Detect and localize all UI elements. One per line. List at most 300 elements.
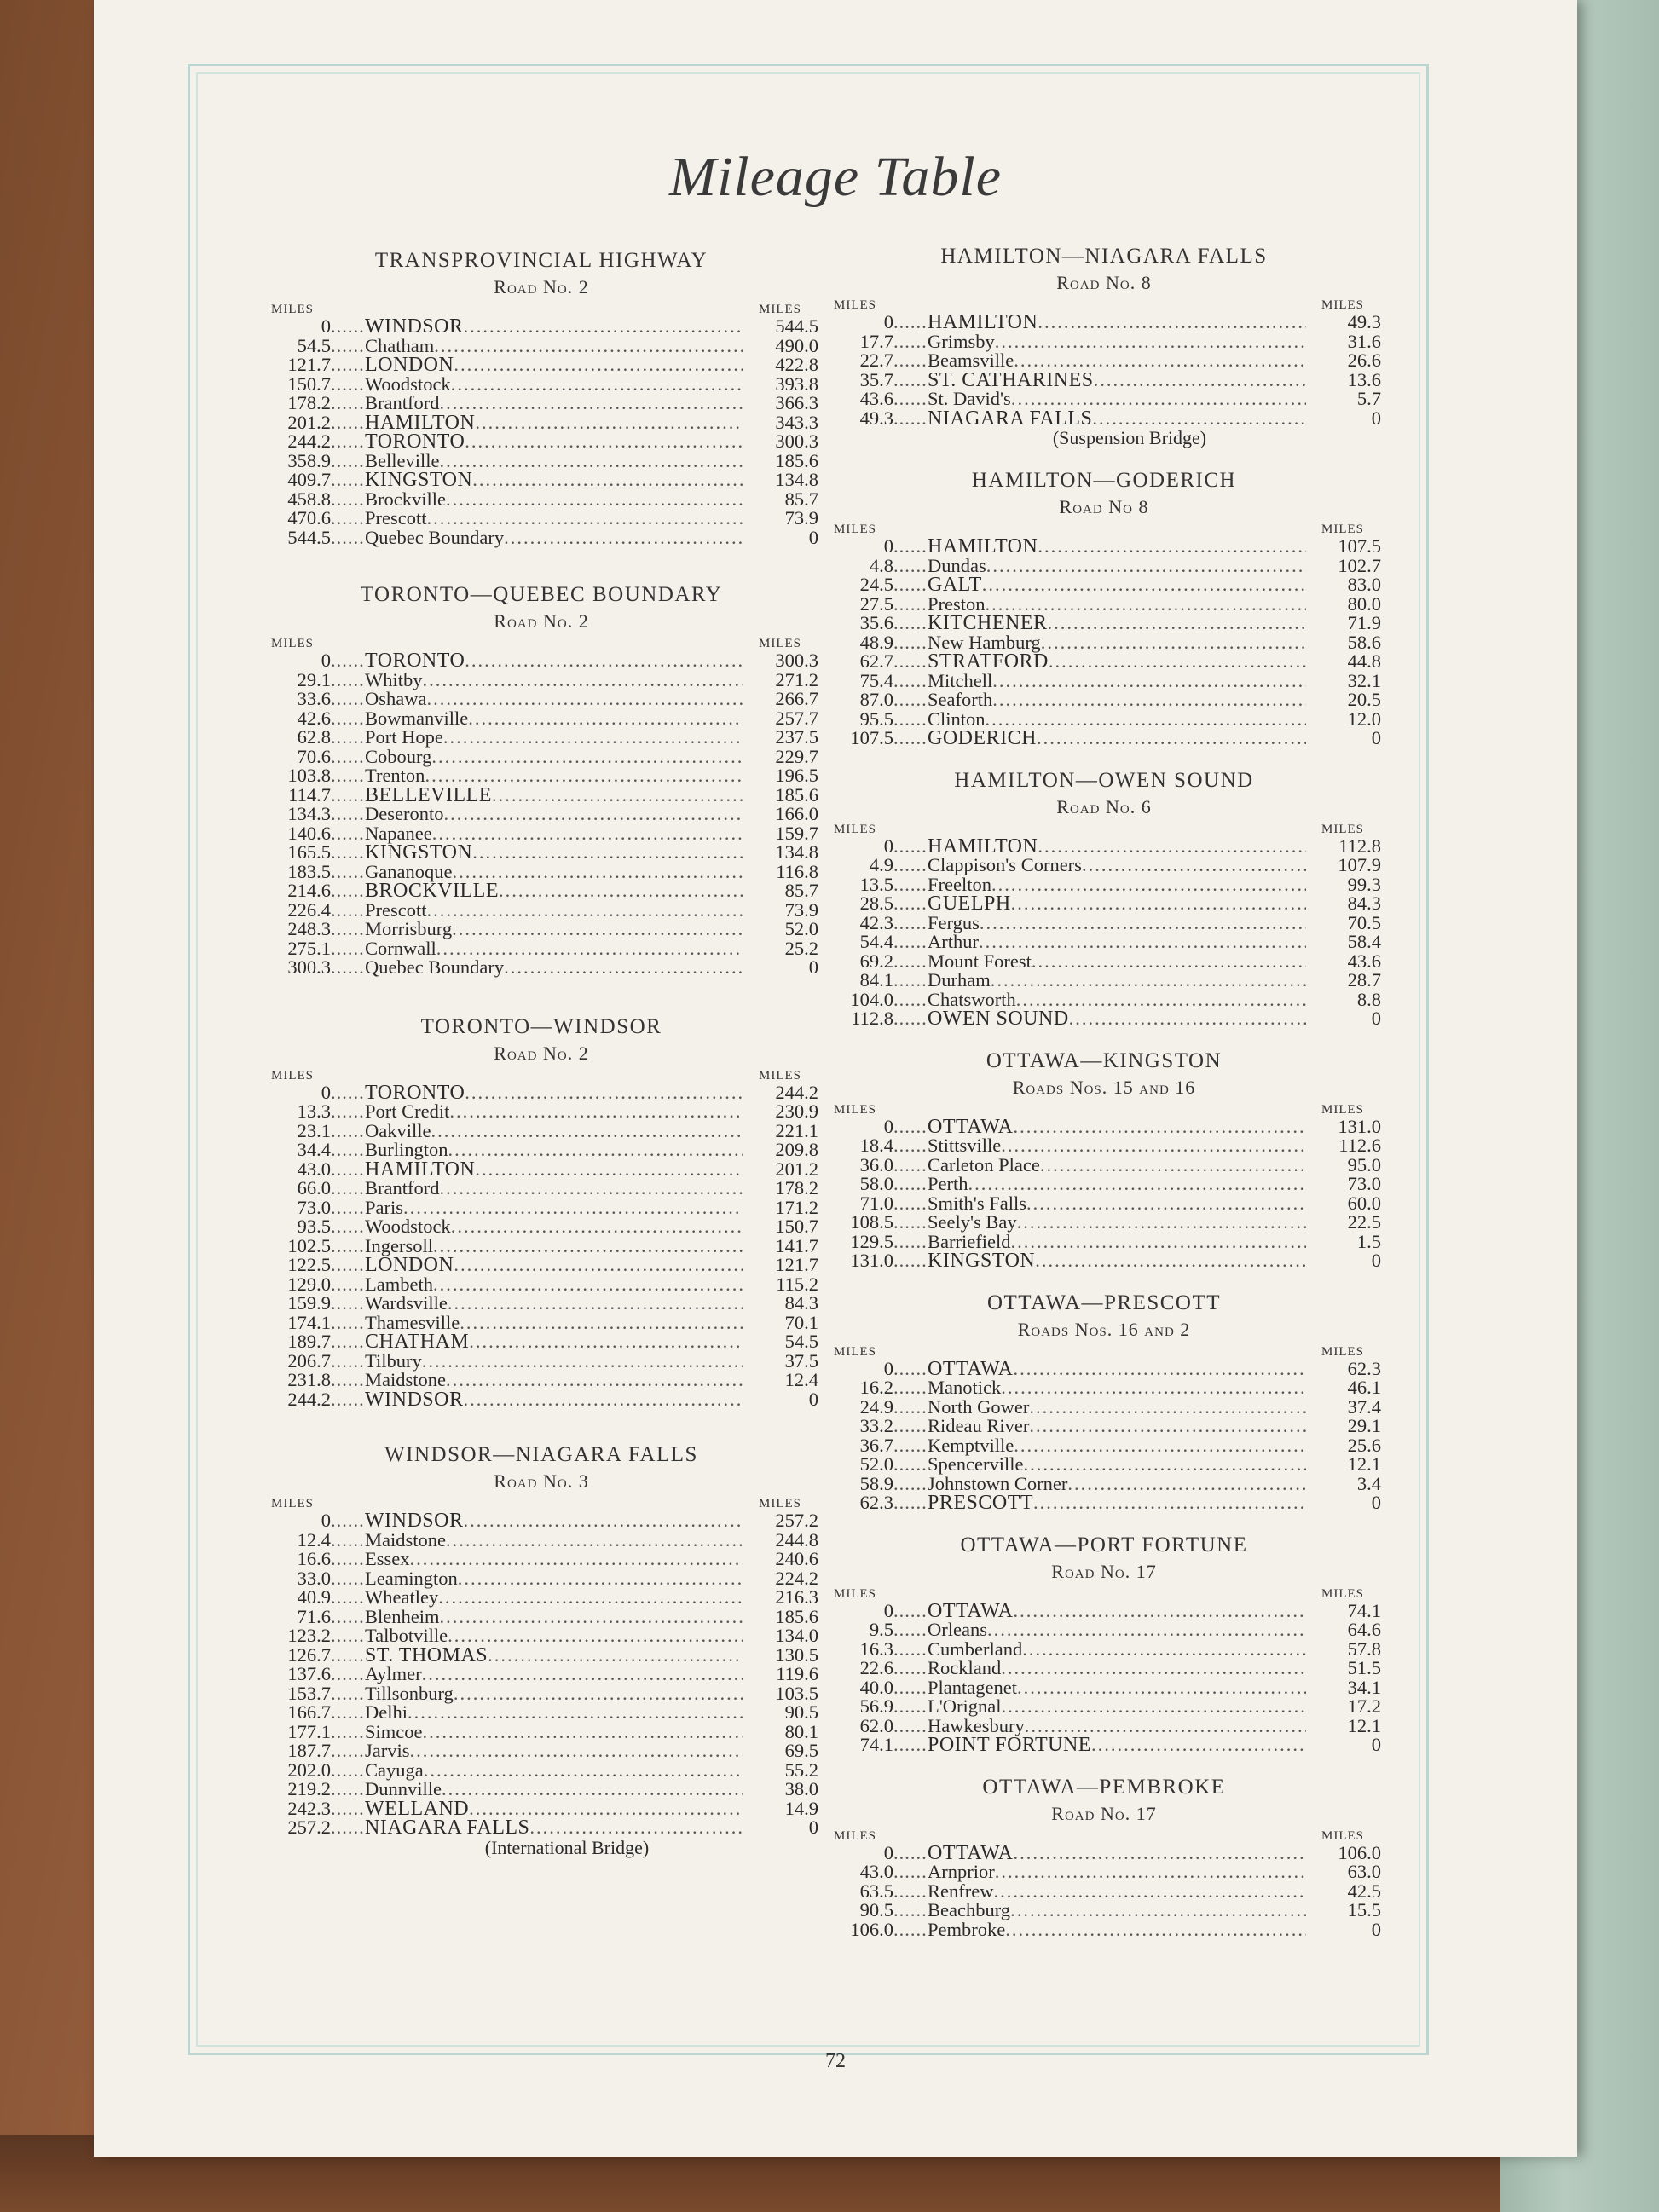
table-row <box>264 413 818 433</box>
leader-dots <box>1092 409 1306 429</box>
miles-to-end: 0 <box>808 956 818 978</box>
miles-from-start: 69.2 <box>859 950 893 972</box>
miles-to-end: 73.9 <box>784 898 818 921</box>
place-name: Prescott <box>365 898 427 921</box>
miles-from-start: 103.8 <box>287 765 331 786</box>
miles-from-start: 104.0 <box>850 988 893 1010</box>
section-title: TORONTO—WINDSOR <box>420 1014 662 1038</box>
leader-dots <box>893 914 928 933</box>
miles-to-end: 0 <box>1371 1918 1381 1940</box>
leader-dots <box>893 537 928 557</box>
section-title: HAMILTON—OWEN SOUND <box>954 768 1254 792</box>
table-row <box>264 1294 818 1314</box>
miles-header <box>827 1102 1381 1118</box>
table-row <box>827 1714 1381 1736</box>
place-name: Gananoque <box>365 860 453 882</box>
leader-dots <box>893 875 928 895</box>
miles-from-start: 75.4 <box>859 669 893 691</box>
page-number: 72 <box>825 2050 846 2072</box>
mileage-section-hamilton-goderich <box>827 467 1381 748</box>
road-number: Roads Nos. 16 and 2 <box>1017 1318 1191 1340</box>
leader-dots <box>449 1102 743 1122</box>
miles-to-end: 230.9 <box>775 1100 818 1122</box>
leader-dots <box>1037 729 1306 748</box>
leader-dots <box>1049 652 1306 672</box>
section-note: (Suspension Bridge) <box>1052 427 1207 448</box>
table-row <box>827 1901 1381 1920</box>
miles-to-end: 0 <box>808 1816 818 1838</box>
leader-dots <box>431 1122 743 1141</box>
miles-to-end: 26.6 <box>1347 349 1381 371</box>
miles-to-end: 43.6 <box>1347 950 1381 972</box>
leader-dots <box>893 595 928 615</box>
miles-to-end: 150.7 <box>775 1216 818 1237</box>
miles-to-end: 63.0 <box>1347 1861 1381 1882</box>
miles-to-end: 69.5 <box>784 1740 818 1761</box>
miles-header <box>264 1496 818 1511</box>
place-name: Woodstock <box>365 1216 451 1237</box>
miles-to-end: 85.7 <box>784 880 818 901</box>
leader-dots <box>1016 990 1306 1010</box>
mileage-section-hamilton-owen-sound <box>827 767 1381 1029</box>
table-row <box>264 1141 818 1160</box>
miles-to-end: 244.2 <box>775 1081 818 1103</box>
miles-to-end: 244.8 <box>775 1528 818 1551</box>
place-name: Perth <box>928 1173 968 1194</box>
miles-from-start: 35.7 <box>859 368 893 390</box>
leader-dots <box>1011 894 1306 914</box>
leader-dots <box>446 1371 743 1390</box>
leader-dots <box>331 1761 365 1781</box>
miles-to-end: 31.6 <box>1347 330 1381 352</box>
miles-to-end: 216.3 <box>775 1586 818 1608</box>
miles-header-right: MILES <box>1321 1102 1364 1117</box>
table-row <box>264 1119 818 1141</box>
miles-from-start: 40.0 <box>859 1676 893 1698</box>
road-number: Road No. 17 <box>1051 1560 1157 1582</box>
place-name: Renfrew <box>928 1880 994 1902</box>
leader-dots <box>331 709 365 729</box>
page-title: Mileage Table <box>668 146 1003 208</box>
miles-from-start: 187.7 <box>287 1740 331 1761</box>
leader-dots <box>893 1920 928 1940</box>
leader-dots <box>460 1314 743 1333</box>
leader-dots <box>980 914 1306 933</box>
leader-dots <box>454 1256 743 1275</box>
leader-dots <box>331 1141 365 1160</box>
leader-dots <box>1038 837 1306 857</box>
miles-from-start: 62.3 <box>859 1492 893 1513</box>
leader-dots <box>331 1122 365 1141</box>
miles-to-end: 83.0 <box>1347 574 1381 595</box>
table-row <box>827 1230 1381 1252</box>
place-name: L'Orignal <box>928 1695 1002 1717</box>
table-row <box>264 881 818 901</box>
table-row <box>264 1198 818 1218</box>
miles-to-end: 237.5 <box>775 726 818 748</box>
table-row <box>827 1194 1381 1214</box>
table-row <box>827 875 1381 895</box>
miles-from-start: 49.3 <box>859 407 893 429</box>
table-row <box>827 313 1381 332</box>
leader-dots <box>439 1608 743 1627</box>
leader-dots <box>403 1198 743 1218</box>
leader-dots <box>1023 1455 1306 1475</box>
leader-dots <box>331 651 365 671</box>
leader-dots <box>452 920 743 939</box>
table-row <box>264 1256 818 1275</box>
place-name: Fergus <box>928 911 980 933</box>
leader-dots <box>992 690 1306 710</box>
leader-dots <box>1069 1009 1306 1029</box>
table-row <box>264 824 818 844</box>
place-name: Oshawa <box>365 688 427 709</box>
miles-to-end: 25.6 <box>1347 1434 1381 1456</box>
leader-dots <box>331 958 365 978</box>
miles-from-start: 409.7 <box>287 469 331 490</box>
table-row <box>264 690 818 709</box>
miles-from-start: 16.3 <box>859 1637 893 1660</box>
miles-header <box>827 1828 1381 1844</box>
table-row <box>264 375 818 395</box>
table-row <box>264 745 818 767</box>
place-name: HAMILTON <box>365 411 476 434</box>
table-row <box>264 668 818 690</box>
miles-from-start: 244.2 <box>287 1388 331 1410</box>
leader-dots <box>331 786 365 806</box>
miles-from-start: 16.6 <box>297 1548 331 1569</box>
leader-dots <box>995 1863 1306 1882</box>
leader-dots <box>893 710 928 730</box>
place-name: HAMILTON <box>365 1158 476 1181</box>
place-name: Port Hope <box>365 726 443 748</box>
miles-from-start: 178.2 <box>287 392 331 413</box>
miles-from-start: 108.5 <box>850 1211 893 1233</box>
miles-to-end: 99.3 <box>1347 873 1381 895</box>
place-name: POINT FORTUNE <box>928 1734 1091 1756</box>
place-name: Belleville <box>365 449 440 471</box>
table-row <box>827 669 1381 691</box>
table-row <box>264 355 818 375</box>
miles-from-start: 93.5 <box>297 1216 331 1237</box>
table-row <box>827 1620 1381 1640</box>
miles-to-end: 64.6 <box>1347 1619 1381 1640</box>
miles-from-start: 300.3 <box>287 956 331 978</box>
table-row <box>264 843 818 863</box>
leader-dots <box>893 1659 928 1678</box>
leader-dots <box>469 1332 743 1352</box>
miles-from-start: 42.3 <box>859 911 893 933</box>
miles-header-left: MILES <box>834 1586 876 1601</box>
miles-from-start: 9.5 <box>869 1619 893 1640</box>
leader-dots <box>331 1275 365 1295</box>
leader-dots <box>423 671 744 690</box>
miles-from-start: 56.9 <box>859 1695 893 1717</box>
leader-dots <box>893 1901 928 1920</box>
leader-dots <box>434 337 743 356</box>
miles-to-end: 54.5 <box>784 1331 818 1352</box>
table-row <box>827 952 1381 972</box>
table-row <box>264 805 818 824</box>
miles-from-start: 214.6 <box>287 880 331 901</box>
table-row <box>264 1390 818 1410</box>
miles-header-left: MILES <box>834 822 876 836</box>
table-row <box>827 707 1381 730</box>
leader-dots <box>992 672 1306 691</box>
miles-to-end: 266.7 <box>775 688 818 709</box>
miles-to-end: 73.0 <box>1347 1173 1381 1194</box>
place-name: WINDSOR <box>365 1388 464 1411</box>
miles-from-start: 248.3 <box>287 918 331 939</box>
leader-dots <box>331 509 365 528</box>
leader-dots <box>446 490 743 510</box>
section-title: WINDSOR—NIAGARA FALLS <box>384 1443 698 1466</box>
table-row <box>264 1626 818 1646</box>
leader-dots <box>893 894 928 914</box>
table-row <box>264 1761 818 1781</box>
miles-to-end: 80.1 <box>784 1720 818 1742</box>
place-name: Durham <box>928 969 991 990</box>
leader-dots <box>893 1213 928 1233</box>
table-row <box>264 1588 818 1608</box>
miles-from-start: 0 <box>321 315 331 337</box>
miles-to-end: 103.5 <box>775 1682 818 1704</box>
leader-dots <box>893 690 928 710</box>
leader-dots <box>331 824 365 844</box>
leader-dots <box>448 1626 743 1646</box>
leader-dots <box>331 1314 365 1333</box>
leader-dots <box>1013 1360 1306 1379</box>
leader-dots <box>893 633 928 653</box>
place-name: Cayuga <box>365 1759 424 1781</box>
miles-from-start: 13.3 <box>297 1100 331 1122</box>
miles-to-end: 0 <box>808 1388 818 1410</box>
place-name: Rideau River <box>928 1415 1030 1436</box>
leader-dots <box>331 748 365 767</box>
leader-dots <box>423 1723 744 1742</box>
leader-dots <box>458 1569 743 1589</box>
miles-from-start: 201.2 <box>287 411 331 433</box>
miles-header-left: MILES <box>834 1344 876 1359</box>
miles-to-end: 185.6 <box>775 783 818 806</box>
place-name: Plantagenet <box>928 1676 1017 1698</box>
miles-to-end: 0 <box>1371 1492 1381 1513</box>
miles-to-end: 70.1 <box>784 1311 818 1333</box>
leader-dots <box>893 1455 928 1475</box>
miles-to-end: 366.3 <box>775 392 818 413</box>
table-row <box>264 1102 818 1122</box>
miles-to-end: 22.5 <box>1347 1211 1381 1233</box>
place-name: KINGSTON <box>365 841 473 863</box>
table-row <box>827 1251 1381 1271</box>
miles-from-start: 0 <box>883 535 893 557</box>
leader-dots <box>893 557 928 576</box>
place-name: Port Credit <box>365 1100 450 1122</box>
leader-dots <box>443 728 743 748</box>
leader-dots <box>331 1160 365 1180</box>
miles-to-end: 0 <box>1371 1250 1381 1271</box>
miles-to-end: 0 <box>1371 1008 1381 1029</box>
leader-dots <box>424 1761 743 1781</box>
miles-to-end: 112.8 <box>1338 835 1381 857</box>
mileage-section-ottawa-pembroke <box>827 1774 1381 1940</box>
leader-dots <box>986 557 1306 576</box>
table-row <box>264 1703 818 1723</box>
leader-dots <box>979 933 1306 952</box>
leader-dots <box>427 509 744 528</box>
miles-to-end: 12.1 <box>1347 1714 1381 1736</box>
table-row <box>827 554 1381 576</box>
miles-header-left: MILES <box>834 1102 876 1117</box>
miles-from-start: 202.0 <box>287 1759 331 1781</box>
leader-dots <box>465 651 743 671</box>
miles-from-start: 226.4 <box>287 898 331 921</box>
place-name: Talbotville <box>365 1625 448 1646</box>
miles-header-left: MILES <box>271 1068 314 1083</box>
miles-header-left: MILES <box>271 1497 314 1510</box>
table-row <box>264 528 818 548</box>
leader-dots <box>1002 1697 1306 1717</box>
place-name: Wardsville <box>365 1292 448 1314</box>
leader-dots <box>893 1640 928 1660</box>
miles-to-end: 0 <box>1371 727 1381 748</box>
miles-to-end: 80.0 <box>1347 592 1381 615</box>
leader-dots <box>1017 1678 1306 1698</box>
miles-from-start: 62.7 <box>859 650 893 672</box>
leader-dots <box>475 1160 743 1180</box>
table-row <box>264 1217 818 1237</box>
table-row <box>827 1678 1381 1698</box>
leader-dots <box>331 317 365 337</box>
miles-to-end: 119.6 <box>776 1663 818 1684</box>
miles-from-start: 18.4 <box>859 1135 893 1156</box>
leader-dots <box>893 1436 928 1456</box>
leader-dots <box>893 837 928 857</box>
section-title: TORONTO—QUEBEC BOUNDARY <box>360 583 723 606</box>
place-name: OTTAWA <box>928 1841 1014 1864</box>
road-number: Road No. 17 <box>1051 1802 1157 1824</box>
miles-header <box>827 1344 1381 1360</box>
leader-dots <box>982 575 1306 595</box>
leader-dots <box>893 1717 928 1736</box>
leader-dots <box>410 1550 744 1569</box>
miles-header-right: MILES <box>759 637 801 650</box>
miles-to-end: 107.5 <box>1338 535 1381 557</box>
place-name: Maidstone <box>365 1528 446 1551</box>
table-row <box>264 920 818 939</box>
miles-from-start: 13.5 <box>859 873 893 895</box>
leader-dots <box>893 1233 928 1252</box>
leader-dots <box>893 856 928 875</box>
place-name: Chatsworth <box>928 988 1016 1010</box>
miles-header-right: MILES <box>1321 523 1364 536</box>
place-name: Tilbury <box>365 1349 422 1372</box>
place-name: Cobourg <box>365 745 432 767</box>
miles-from-start: 43.0 <box>859 1861 893 1882</box>
place-name: Whitby <box>365 668 423 690</box>
miles-to-end: 3.4 <box>1356 1472 1381 1494</box>
miles-from-start: 244.2 <box>287 430 331 452</box>
section-title: OTTAWA—PORT FORTUNE <box>960 1533 1248 1556</box>
miles-to-end: 257.2 <box>775 1510 818 1531</box>
miles-from-start: 166.7 <box>287 1701 331 1723</box>
miles-from-start: 458.8 <box>287 488 331 510</box>
leader-dots <box>331 528 365 548</box>
miles-from-start: 140.6 <box>287 822 331 844</box>
leader-dots <box>331 337 365 356</box>
table-row <box>264 317 818 337</box>
place-name: Paris <box>365 1196 403 1218</box>
place-name: HAMILTON <box>928 311 1038 333</box>
miles-from-start: 35.6 <box>859 612 893 633</box>
miles-from-start: 165.5 <box>287 841 331 863</box>
leader-dots <box>408 1703 743 1723</box>
place-name: TORONTO <box>365 430 465 453</box>
leader-dots <box>893 390 928 409</box>
leader-dots <box>331 1588 365 1608</box>
table-row <box>827 633 1381 653</box>
miles-from-start: 231.8 <box>287 1369 331 1390</box>
leader-dots <box>893 971 928 990</box>
leader-dots <box>331 901 365 921</box>
miles-header-right: MILES <box>1321 298 1364 312</box>
miles-to-end: 71.9 <box>1347 612 1381 633</box>
place-name: LONDON <box>365 354 454 376</box>
table-row <box>827 990 1381 1010</box>
miles-to-end: 25.2 <box>784 937 818 959</box>
leader-dots <box>465 1083 743 1103</box>
miles-to-end: 5.7 <box>1356 388 1381 409</box>
place-name: Ingersoll <box>365 1234 433 1256</box>
miles-from-start: 33.0 <box>297 1567 331 1589</box>
section-title: TRANSPROVINCIAL HIGHWAY <box>374 249 708 272</box>
mileage-section-transprovincial-highway <box>264 247 818 547</box>
place-name: Dunnville <box>365 1778 442 1799</box>
leader-dots <box>331 805 365 824</box>
leader-dots <box>1010 1901 1306 1920</box>
leader-dots <box>426 690 743 709</box>
miles-from-start: 43.6 <box>859 388 893 409</box>
miles-to-end: 52.0 <box>784 918 818 939</box>
table-row <box>827 933 1381 952</box>
place-name: STRATFORD <box>928 650 1049 673</box>
place-name: KITCHENER <box>928 612 1048 634</box>
miles-to-end: 34.1 <box>1347 1676 1381 1698</box>
place-name: Napanee <box>365 822 432 844</box>
place-name: KINGSTON <box>928 1250 1036 1272</box>
place-name: GUELPH <box>928 892 1011 915</box>
miles-to-end: 196.5 <box>775 765 818 786</box>
leader-dots <box>464 1390 744 1410</box>
place-name: Hawkesbury <box>928 1714 1025 1736</box>
leader-dots <box>331 1646 365 1666</box>
leader-dots <box>1013 1118 1306 1137</box>
table-row <box>827 537 1381 557</box>
leader-dots <box>331 1608 365 1627</box>
miles-header <box>827 522 1381 537</box>
leader-dots <box>468 709 743 729</box>
leader-dots <box>427 901 744 921</box>
miles-from-start: 544.5 <box>287 526 331 548</box>
place-name: Woodstock <box>365 373 451 395</box>
place-name: KINGSTON <box>365 469 473 491</box>
miles-to-end: 49.3 <box>1347 311 1381 332</box>
miles-from-start: 0 <box>883 1115 893 1137</box>
table-row <box>264 1665 818 1684</box>
miles-from-start: 95.5 <box>859 707 893 730</box>
place-name: GODERICH <box>928 727 1037 749</box>
table-row <box>827 1841 1381 1864</box>
